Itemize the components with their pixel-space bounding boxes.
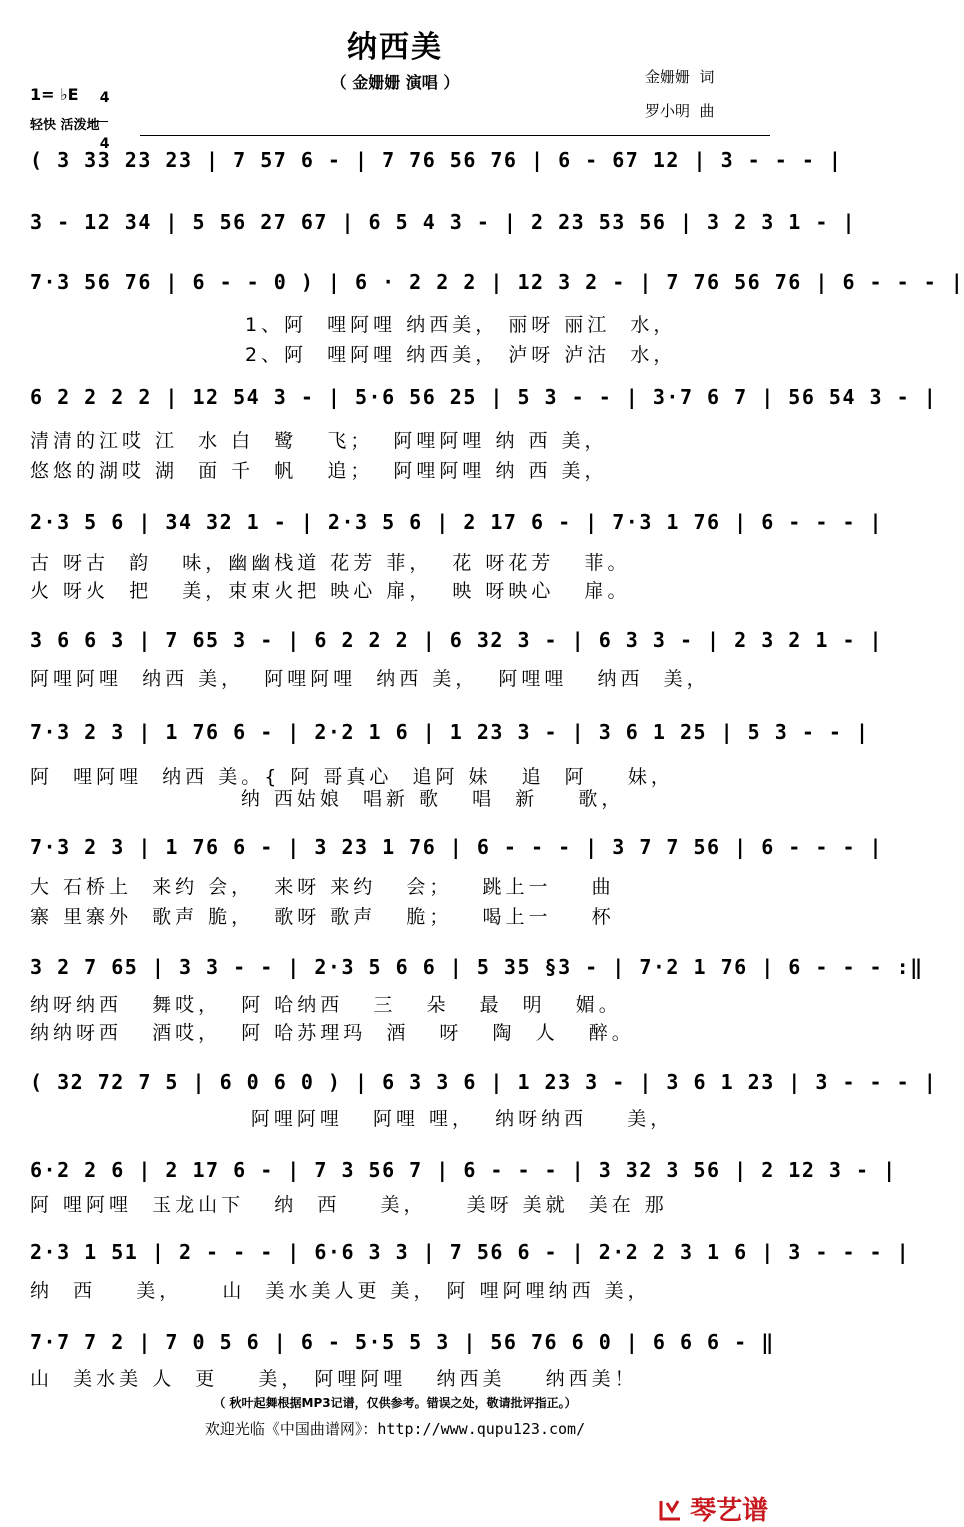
logo-text: 琴艺谱 [690,1496,769,1526]
tempo-marking: 轻快 活泼地 [30,118,100,133]
lyric-line: 大 石桥上 来约 会， 来呀 来约 会； 跳上一 曲 [30,876,615,898]
lyric-line: 阿哩阿哩 阿哩 哩， 纳呀纳西 美， [30,1108,674,1130]
lyric-line: 阿哩阿哩 纳西 美， 阿哩阿哩 纳西 美， 阿哩哩 纳西 美， [30,668,710,690]
lyric-line: 1、阿 哩阿哩 纳西美， 丽呀 丽江 水， [245,314,677,336]
lyric-line: 山 美水美 人 更 美， 阿哩阿哩 纳西美 纳西美！ [30,1368,638,1390]
score-line-11: 6·2 2 6 | 2 17 6 - | 7 3 56 7 | 6 - - - | 3 32 3 56 | 2 12 3 - | [30,1158,897,1182]
score-line-8: 7·3 2 3 | 1 76 6 - | 3 23 1 76 | 6 - - - | 3 7 7 56 | 6 - - - | [30,835,884,859]
header-rule [140,135,770,136]
lyric-line: 2、阿 哩阿哩 纳西美， 泸呀 泸沽 水， [245,344,677,366]
score-line-2: 3 - 12 34 | 5 56 27 67 | 6 5 4 3 - | 2 23 53 56 | 3 2 3 1 - | [30,210,857,234]
composer-credit: 罗小明 曲 [645,102,715,120]
score-line-1: ( 3 33 23 23 | 7 57 6 - | 7 76 56 76 | 6 - 67 12 | 3 - - - | [30,148,843,172]
lyric-line: 纳呀纳西 舞哎， 阿 哈纳西 三 朵 最 明 媚。 [30,994,622,1016]
lyric-line: 火 呀火 把 美，束束火把 映心 扉， 映 呀映心 扉。 [30,580,631,602]
time-signature-bottom: 4 [99,136,110,152]
score-line-9: 3 2 7 65 | 3 3 - - | 2·3 5 6 6 | 5 35 §3 - | 7·2 1 76 | 6 - - - :‖ [30,955,924,979]
score-line-7: 7·3 2 3 | 1 76 6 - | 2·2 1 6 | 1 23 3 - | 3 6 1 25 | 5 3 - - | [30,720,870,744]
performer-subtitle: （ 金姗姗 演唱 ） [330,73,460,92]
lyricist-credit: 金姗姗 词 [645,68,715,86]
score-line-10: ( 32 72 7 5 | 6 0 6 0 ) | 6 3 3 6 | 1 23 3 - | 3 6 1 23 | 3 - - - | [30,1070,938,1094]
key-signature: 1= ♭E [30,85,79,104]
song-title: 纳西美 [347,30,443,65]
score-line-13: 7·7 7 2 | 7 0 5 6 | 6 - 5·5 5 3 | 56 76 6 0 | 6 6 6 - ‖ [30,1330,775,1354]
score-line-4: 6 2 2 2 2 | 12 54 3 - | 5·6 56 25 | 5 3 - - | 3·7 6 7 | 56 54 3 - | [30,385,938,409]
website-credit: 欢迎光临《中国曲谱网》：http://www.qupu123.com/ [204,1420,586,1438]
brand-logo [640,1460,768,1527]
lyric-line: 阿 哩阿哩 玉龙山下 纳 西 美， 美呀 美就 美在 那 [30,1194,668,1216]
score-line-12: 2·3 1 51 | 2 - - - | 6·6 3 3 | 7 56 6 - | 2·2 2 3 1 6 | 3 - - - | [30,1240,911,1264]
lyric-line: 清清的江哎 江 水 白 鹭 飞； 阿哩阿哩 纳 西 美， [30,430,608,452]
lyric-line: 古 呀古 韵 味，幽幽栈道 花芳 菲， 花 呀花芳 菲。 [30,552,631,574]
time-signature-top: 4 [99,90,110,106]
transcription-footnote: （ 秋叶起舞根据MP3记谱，仅供参考。错误之处，敬请批评指正。） [213,1396,577,1410]
lyric-line: 纳纳呀西 酒哎， 阿 哈苏理玛 酒 呀 陶 人 醉。 [30,1022,635,1044]
lyric-line: 寨 里寨外 歌声 脆， 歌呀 歌声 脆； 喝上一 杯 [30,906,615,928]
lyric-line: 悠悠的湖哎 湖 面 千 帆 追； 阿哩阿哩 纳 西 美， [30,460,608,482]
lyric-line: 纳 西 美， 山 美水美人更 美， 阿 哩阿哩纳西 美， [30,1280,651,1302]
score-line-3: 7·3 56 76 | 6 - - 0 ) | 6 · 2 2 2 | 12 3 2 - | 7 76 56 76 | 6 - - - | [30,270,964,294]
lyric-line: 阿 哩阿哩 纳西 美。{ 阿 哥真心 追阿 妹 追 阿 妹， [30,766,674,788]
lyric-line: 纳 西姑娘 唱新 歌 唱 新 歌， [30,788,625,810]
logo-icon [658,1497,684,1523]
score-line-6: 3 6 6 3 | 7 65 3 - | 6 2 2 2 | 6 32 3 - | 6 3 3 - | 2 3 2 1 - | [30,628,884,652]
score-line-5: 2·3 5 6 | 34 32 1 - | 2·3 5 6 | 2 17 6 - | 7·3 1 76 | 6 - - - | [30,510,884,534]
